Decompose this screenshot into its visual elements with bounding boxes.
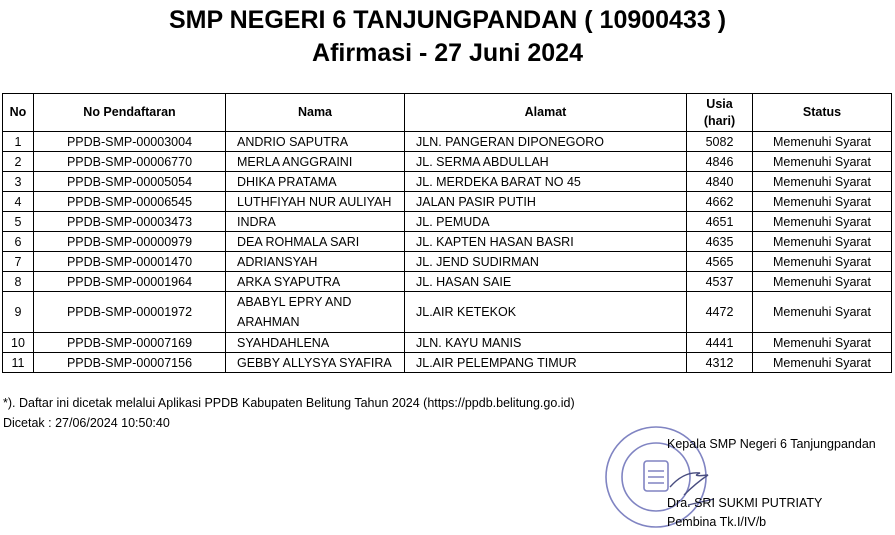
- cell-name: ARKA SYAPUTRA: [226, 272, 405, 292]
- cell-registration: PPDB-SMP-00007169: [34, 333, 226, 353]
- col-header-name: Nama: [226, 94, 405, 132]
- cell-age: 4312: [687, 353, 753, 373]
- col-header-status: Status: [753, 94, 892, 132]
- cell-status: Memenuhi Syarat: [753, 152, 892, 172]
- col-header-registration: No Pendaftaran: [34, 94, 226, 132]
- table-row: [3, 232, 892, 252]
- cell-status: Memenuhi Syarat: [753, 292, 892, 333]
- cell-address: JL. JEND SUDIRMAN: [405, 252, 687, 272]
- cell-no: 11: [3, 353, 34, 373]
- table-row: [3, 252, 892, 272]
- cell-name: ANDRIO SAPUTRA: [226, 132, 405, 152]
- cell-address: JLN. KAYU MANIS: [405, 333, 687, 353]
- table-row: [3, 172, 892, 192]
- cell-name: INDRA: [226, 212, 405, 232]
- table-row: [3, 292, 892, 333]
- cell-registration: PPDB-SMP-00003004: [34, 132, 226, 152]
- table-row: [3, 353, 892, 373]
- cell-age: 4662: [687, 192, 753, 212]
- cell-address: JL. MERDEKA BARAT NO 45: [405, 172, 687, 192]
- results-table: [2, 93, 892, 373]
- cell-name: GEBBY ALLYSYA SYAFIRA: [226, 353, 405, 373]
- cell-name: MERLA ANGGRAINI: [226, 152, 405, 172]
- cell-registration: PPDB-SMP-00001972: [34, 292, 226, 333]
- table-row: [3, 212, 892, 232]
- cell-address: JALAN PASIR PUTIH: [405, 192, 687, 212]
- cell-registration: PPDB-SMP-00003473: [34, 212, 226, 232]
- table-row: [3, 152, 892, 172]
- cell-status: Memenuhi Syarat: [753, 353, 892, 373]
- cell-age: 4472: [687, 292, 753, 333]
- cell-age: 4840: [687, 172, 753, 192]
- cell-no: 5: [3, 212, 34, 232]
- cell-no: 6: [3, 232, 34, 252]
- cell-registration: PPDB-SMP-00006545: [34, 192, 226, 212]
- cell-no: 3: [3, 172, 34, 192]
- cell-age: 4846: [687, 152, 753, 172]
- cell-address: JL. SERMA ABDULLAH: [405, 152, 687, 172]
- cell-status: Memenuhi Syarat: [753, 172, 892, 192]
- cell-status: Memenuhi Syarat: [753, 333, 892, 353]
- cell-age: 4635: [687, 232, 753, 252]
- cell-no: 2: [3, 152, 34, 172]
- cell-no: 8: [3, 272, 34, 292]
- cell-registration: PPDB-SMP-00000979: [34, 232, 226, 252]
- cell-registration: PPDB-SMP-00007156: [34, 353, 226, 373]
- cell-address: JLN. PANGERAN DIPONEGORO: [405, 132, 687, 152]
- col-header-age: Usia (hari): [687, 94, 753, 132]
- cell-address: JL. PEMUDA: [405, 212, 687, 232]
- cell-address: JL.AIR PELEMPANG TIMUR: [405, 353, 687, 373]
- cell-no: 10: [3, 333, 34, 353]
- col-header-no: No: [3, 94, 34, 132]
- cell-name: ABABYL EPRY AND ARAHMAN: [226, 292, 405, 333]
- cell-no: 4: [3, 192, 34, 212]
- cell-address: JL. HASAN SAIE: [405, 272, 687, 292]
- cell-age: 4441: [687, 333, 753, 353]
- cell-age: 4537: [687, 272, 753, 292]
- cell-status: Memenuhi Syarat: [753, 272, 892, 292]
- cell-no: 9: [3, 292, 34, 333]
- cell-registration: PPDB-SMP-00005054: [34, 172, 226, 192]
- table-header-row: [3, 94, 892, 132]
- table-row: [3, 192, 892, 212]
- cell-name: LUTHFIYAH NUR AULIYAH: [226, 192, 405, 212]
- table-row: [3, 132, 892, 152]
- page-title: SMP NEGERI 6 TANJUNGPANDAN ( 10900433 ): [168, 6, 727, 34]
- cell-status: Memenuhi Syarat: [753, 192, 892, 212]
- cell-address: JL.AIR KETEKOK: [405, 292, 687, 333]
- cell-status: Memenuhi Syarat: [753, 132, 892, 152]
- cell-name: SYAHDAHLENA: [226, 333, 405, 353]
- signatory-title: Kepala SMP Negeri 6 Tanjungpandan: [667, 437, 876, 451]
- print-note: *). Daftar ini dicetak melalui Aplikasi PPDB Kabupaten Belitung Tahun 2024 (https://ppdb.belitung.go.id): [3, 396, 575, 410]
- signatory-rank: Pembina Tk.I/IV/b: [667, 515, 767, 529]
- cell-age: 4565: [687, 252, 753, 272]
- cell-no: 7: [3, 252, 34, 272]
- print-timestamp: Dicetak : 27/06/2024 10:50:40: [3, 416, 170, 430]
- signatory-name: Dra. SRI SUKMI PUTRIATY: [667, 496, 823, 510]
- page-subtitle: Afirmasi - 27 Juni 2024: [312, 39, 583, 67]
- cell-status: Memenuhi Syarat: [753, 252, 892, 272]
- col-header-address: Alamat: [405, 94, 687, 132]
- cell-registration: PPDB-SMP-00001470: [34, 252, 226, 272]
- cell-status: Memenuhi Syarat: [753, 232, 892, 252]
- cell-status: Memenuhi Syarat: [753, 212, 892, 232]
- cell-name: DHIKA PRATAMA: [226, 172, 405, 192]
- cell-name: DEA ROHMALA SARI: [226, 232, 405, 252]
- cell-name: ADRIANSYAH: [226, 252, 405, 272]
- cell-registration: PPDB-SMP-00001964: [34, 272, 226, 292]
- table-row: [3, 272, 892, 292]
- cell-no: 1: [3, 132, 34, 152]
- cell-registration: PPDB-SMP-00006770: [34, 152, 226, 172]
- cell-age: 4651: [687, 212, 753, 232]
- cell-address: JL. KAPTEN HASAN BASRI: [405, 232, 687, 252]
- table-row: [3, 333, 892, 353]
- cell-age: 5082: [687, 132, 753, 152]
